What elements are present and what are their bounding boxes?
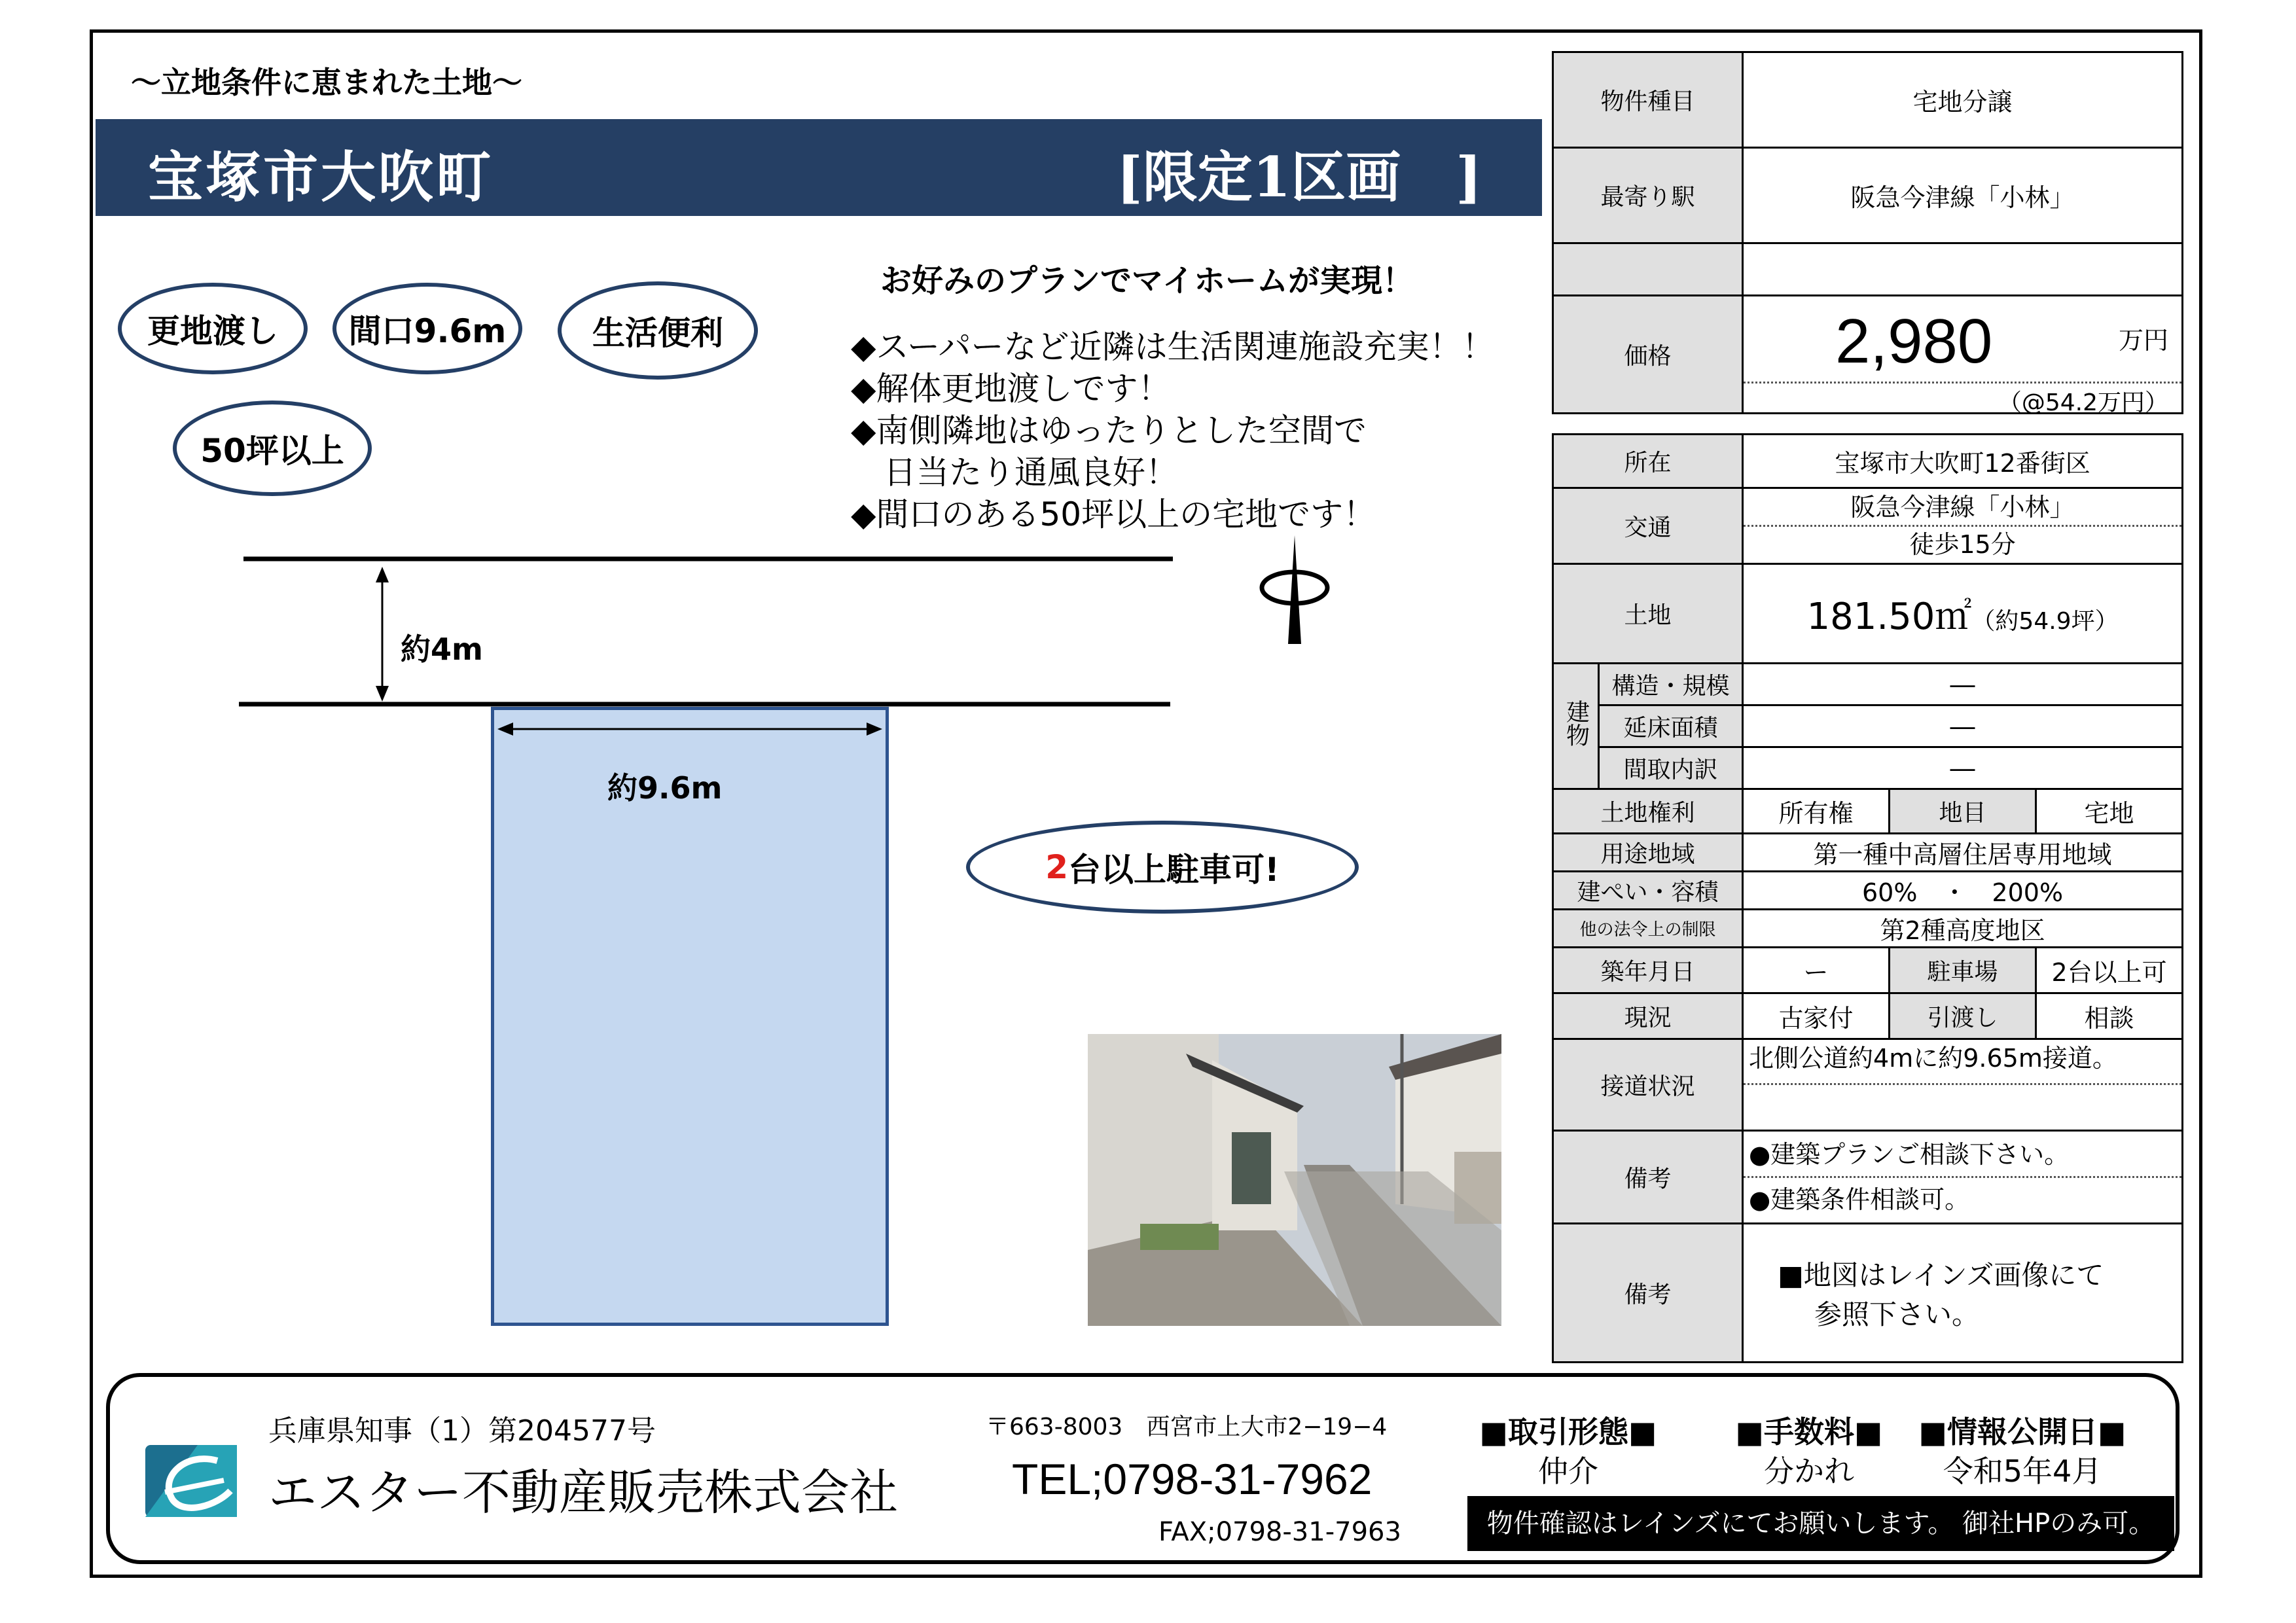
- company-name: エスター不動産販売株式会社: [268, 1465, 898, 1521]
- publish-date-label: ■情報公開日■: [1918, 1414, 2126, 1450]
- bullet-point: 日当たり通風良好！: [851, 454, 1178, 491]
- empty-value: [1743, 243, 2183, 296]
- bullet-point: ◆スーパーなど近隣は生活関連施設充実！！: [851, 328, 1495, 366]
- price-value: 2,980: [1835, 306, 1993, 376]
- feature-label: 更地渡し: [147, 312, 278, 350]
- road-access-label: 接道状況: [1553, 1039, 1743, 1131]
- street-photo: [1088, 1034, 1501, 1326]
- structure-label: 構造・規模: [1599, 664, 1743, 705]
- access-walk: 徒歩15分: [1909, 530, 2016, 559]
- location-label: 所在: [1553, 435, 1743, 488]
- arrow-down-icon: [376, 686, 389, 702]
- rights-value: 所有権: [1743, 789, 1890, 834]
- land-label: 土地: [1553, 564, 1743, 664]
- remarks2-label: 備考: [1553, 1224, 1743, 1363]
- road-access-value: 北側公道約4mに約9.65m接道。: [1749, 1044, 2117, 1073]
- parking-oval: [966, 821, 1359, 914]
- arrow-up-icon: [376, 567, 389, 582]
- land-value: 181.50㎡: [1806, 595, 1972, 638]
- price-unit: 万円: [2118, 326, 2168, 355]
- status-label: 現況: [1553, 993, 1743, 1039]
- limited-badge: [限定1区画 ]: [1117, 145, 1482, 209]
- land-tsubo: （約54.9坪）: [1971, 607, 2119, 635]
- parking-count: 2: [1045, 848, 1068, 886]
- category-label: 地目: [1890, 789, 2036, 834]
- location-value: 宝塚市大吹町12番街区: [1743, 435, 2183, 488]
- fee-value: 分かれ: [1764, 1454, 1854, 1489]
- bullet-point: ◆南側隣地はゆったりとした空間で: [851, 412, 1367, 450]
- detail-table: [1552, 433, 2183, 1363]
- fee-label: ■手数料■: [1735, 1414, 1883, 1450]
- layout-value: ―: [1743, 747, 2183, 789]
- coverage-value: 60% ・ 200%: [1743, 872, 2183, 910]
- parking-text: 台以上駐車可!: [1067, 851, 1280, 889]
- status-value: 古家付: [1743, 993, 1890, 1039]
- zoning-value: 第一種中高層住居専用地域: [1743, 834, 2183, 872]
- frontage-label: 約9.6m: [607, 770, 723, 806]
- remarks2-line: ■地図はレインズ画像にて: [1778, 1258, 2104, 1291]
- feature-label: 間口9.6m: [348, 312, 507, 350]
- road-access-cell: [1743, 1039, 2183, 1131]
- deal-type-value: 仲介: [1538, 1454, 1598, 1489]
- company-logo-icon: [139, 1432, 243, 1524]
- license-number: 兵庫県知事（1）第204577号: [268, 1414, 656, 1448]
- built-value: ー: [1743, 948, 1890, 993]
- tagline: 〜立地条件に恵まれた土地〜: [131, 65, 522, 100]
- north-arrow-icon: [1262, 535, 1327, 644]
- publish-date-value: 令和5年4月: [1943, 1454, 2102, 1489]
- notice-banner: 物件確認はレインズにてお願いします。 御社HPのみ可。: [1467, 1496, 2174, 1551]
- type-value: 宅地分譲: [1743, 52, 2183, 148]
- tel-number: TEL;0798-31-7962: [1012, 1455, 1372, 1503]
- parking-value: 2台以上可: [2036, 948, 2183, 993]
- summary-table: [1552, 51, 2183, 414]
- bullet-point: ◆解体更地渡しです！: [851, 370, 1171, 408]
- remarks-cell: [1743, 1131, 2183, 1224]
- floor-area-label: 延床面積: [1599, 705, 1743, 747]
- deal-type-label: ■取引形態■: [1479, 1414, 1657, 1450]
- zoning-label: 用途地域: [1553, 834, 1743, 872]
- structure-value: ―: [1743, 664, 2183, 705]
- rights-label: 土地権利: [1553, 789, 1743, 834]
- frontage-dimension: [491, 707, 889, 759]
- parking-label: 駐車場: [1890, 948, 2036, 993]
- feature-label: 50坪以上: [200, 432, 344, 470]
- price-label: 価格: [1553, 296, 1743, 414]
- handover-value: 相談: [2036, 993, 2183, 1039]
- layout-label: 間取内訳: [1599, 747, 1743, 789]
- other-value: 第2種高度地区: [1743, 910, 2183, 948]
- dotted-divider: [1744, 1083, 2181, 1085]
- handover-label: 引渡し: [1890, 993, 2036, 1039]
- access-line: 阪急今津線「小林」: [1850, 493, 2075, 522]
- remarks-line: ●建築プランご相談下さい。: [1749, 1140, 2070, 1169]
- station-value: 阪急今津線「小林」: [1743, 148, 2183, 243]
- building-label-text: 建物: [1562, 699, 1590, 747]
- remarks2-cell: [1743, 1224, 2183, 1363]
- station-label: 最寄り駅: [1553, 148, 1743, 243]
- remarks2-line: 参照下さい。: [1814, 1298, 1980, 1330]
- arrow-left-icon: [497, 722, 513, 736]
- price-per-tsubo: （@54.2万円）: [1998, 389, 2168, 416]
- category-value: 宅地: [2036, 789, 2183, 834]
- building-label: [1553, 664, 1599, 789]
- coverage-label: 建ぺい・容積: [1553, 872, 1743, 910]
- price-cell: [1743, 296, 2183, 414]
- built-label: 築年月日: [1553, 948, 1743, 993]
- floor-area-value: ―: [1743, 705, 2183, 747]
- arrow-right-icon: [867, 722, 882, 736]
- access-cell: [1743, 488, 2183, 564]
- land-cell: [1743, 564, 2183, 664]
- bullet-point: ◆間口のある50坪以上の宅地です！: [851, 495, 1376, 533]
- address: 〒663-8003 西宮市上大市2−19−4: [986, 1414, 1388, 1440]
- empty-label: [1553, 243, 1743, 296]
- dotted-divider: [1744, 382, 2181, 383]
- road-width-label: 約4m: [401, 632, 483, 667]
- type-label: 物件種目: [1553, 52, 1743, 148]
- remarks-label: 備考: [1553, 1131, 1743, 1224]
- remarks-line: ●建築条件相談可。: [1749, 1185, 1970, 1214]
- access-label: 交通: [1553, 488, 1743, 564]
- other-label: 他の法令上の制限: [1553, 910, 1743, 948]
- fax-number: FAX;0798-31-7963: [1158, 1517, 1401, 1547]
- headline: お好みのプランでマイホームが実現！: [880, 262, 1414, 299]
- feature-label: 生活便利: [592, 314, 723, 352]
- page-title: 宝塚市大吹町: [148, 145, 494, 209]
